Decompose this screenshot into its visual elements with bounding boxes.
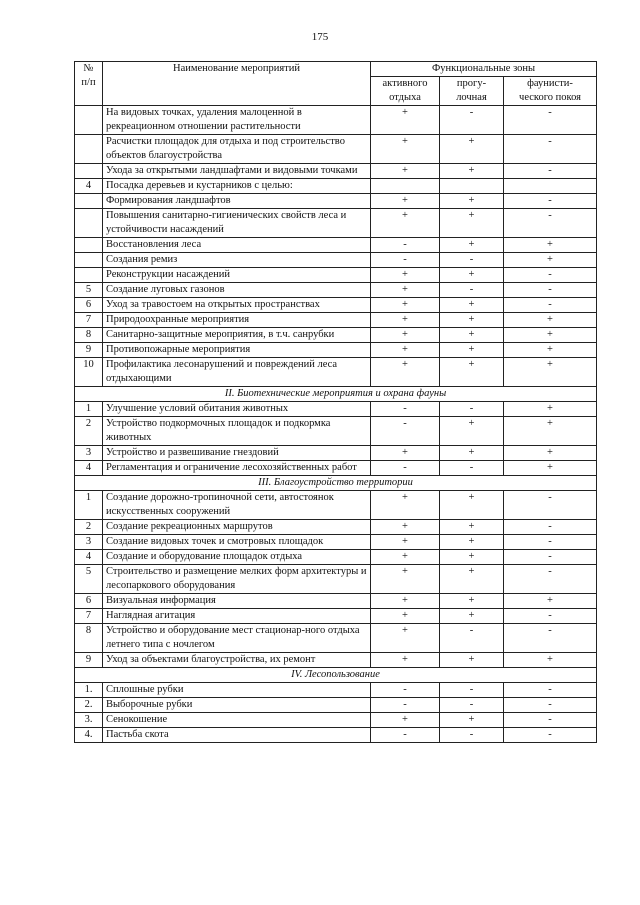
measure-name: Санитарно-защитные мероприятия, в т.ч. санрубки [103, 328, 371, 343]
table-row [75, 728, 597, 743]
table-row [75, 594, 597, 609]
measure-name: Создание видовых точек и смотровых площадок [103, 535, 371, 550]
table-row [75, 328, 597, 343]
table-row [75, 609, 597, 624]
zone-active-mark: + [371, 713, 440, 728]
zone-active-mark: + [371, 358, 440, 387]
zone-fauna-mark: + [504, 343, 597, 358]
measure-name: Реконструкции насаждений [103, 268, 371, 283]
table-row [75, 550, 597, 565]
zone-walk-mark: - [440, 698, 504, 713]
zone-active-mark: + [371, 283, 440, 298]
zone-walk-mark: + [440, 491, 504, 520]
zone-fauna-mark: - [504, 550, 597, 565]
zone-walk-mark: + [440, 535, 504, 550]
zone-active-mark: + [371, 520, 440, 535]
table-body [75, 106, 597, 743]
table-row [75, 179, 597, 194]
row-number: 4. [75, 728, 103, 743]
zone-active-mark: + [371, 535, 440, 550]
row-number: 9 [75, 653, 103, 668]
zone-walk-mark: + [440, 550, 504, 565]
zone-walk-mark: + [440, 446, 504, 461]
table-row [75, 491, 597, 520]
zone-active-mark: + [371, 491, 440, 520]
row-number: 5 [75, 283, 103, 298]
row-number [75, 209, 103, 238]
measure-name: Восстановления леса [103, 238, 371, 253]
row-number: 1. [75, 683, 103, 698]
zone-active-mark: + [371, 194, 440, 209]
table-row [75, 535, 597, 550]
zone-walk-mark: + [440, 358, 504, 387]
zone-active-mark: + [371, 106, 440, 135]
section-header-row [75, 476, 597, 491]
page-number: 175 [311, 31, 329, 43]
zone-active-mark: - [371, 253, 440, 268]
zone-active-mark: + [371, 343, 440, 358]
zone-active-mark: - [371, 698, 440, 713]
zone-fauna-mark: - [504, 609, 597, 624]
zone-fauna-mark: + [504, 238, 597, 253]
measure-name: Визуальная информация [103, 594, 371, 609]
measure-name: Создание луговых газонов [103, 283, 371, 298]
zone-active-mark: + [371, 624, 440, 653]
table-row [75, 135, 597, 164]
zone-fauna-mark: + [504, 402, 597, 417]
table-row [75, 358, 597, 387]
zone-active-mark: + [371, 135, 440, 164]
zone-fauna-mark: + [504, 313, 597, 328]
row-number [75, 253, 103, 268]
row-number: 1 [75, 402, 103, 417]
row-number [75, 164, 103, 179]
zone-fauna-mark: - [504, 728, 597, 743]
measure-name: Расчистки площадок для отдыха и под строительство объектов благоустройства [103, 135, 371, 164]
row-number: 3 [75, 446, 103, 461]
table-row [75, 417, 597, 446]
zone-fauna-mark: - [504, 298, 597, 313]
table-row [75, 520, 597, 535]
measure-name: Устройство и оборудование мест стационар-ного отдыха летнего типа с ночлегом [103, 624, 371, 653]
row-number: 4 [75, 461, 103, 476]
zone-fauna-mark: + [504, 328, 597, 343]
zone-walk-mark: + [440, 609, 504, 624]
header-zone-walk: прогу- лочная [440, 77, 504, 106]
table-row [75, 238, 597, 253]
table-row [75, 253, 597, 268]
section-title: II. Биотехнические мероприятия и охрана фауны [75, 387, 597, 402]
zone-walk-mark: + [440, 268, 504, 283]
table-row [75, 343, 597, 358]
zone-fauna-mark: + [504, 446, 597, 461]
measure-name: Сенокошение [103, 713, 371, 728]
measure-name: Уход за объектами благоустройства, их ремонт [103, 653, 371, 668]
measure-name: Создания ремиз [103, 253, 371, 268]
measures-table [74, 61, 597, 743]
zone-walk-mark: - [440, 683, 504, 698]
measure-name: На видовых точках, удаления малоценной в рекреационном отношении растительности [103, 106, 371, 135]
table-row [75, 683, 597, 698]
zone-fauna-mark: - [504, 283, 597, 298]
zone-walk-mark: + [440, 417, 504, 446]
measure-name: Формирования ландшафтов [103, 194, 371, 209]
zone-active-mark: + [371, 298, 440, 313]
zone-walk-mark: - [440, 283, 504, 298]
header-zone-fauna: фаунисти- ческого покоя [504, 77, 597, 106]
header-name: Наименование мероприятий [103, 62, 371, 106]
row-number: 8 [75, 328, 103, 343]
measure-name: Создание дорожно-тропиночной сети, автостоянок искусственных сооружений [103, 491, 371, 520]
zone-walk-mark: - [440, 728, 504, 743]
zone-active-mark: + [371, 565, 440, 594]
zone-active-mark: + [371, 164, 440, 179]
table-row [75, 565, 597, 594]
measure-name: Сплошные рубки [103, 683, 371, 698]
table-row [75, 298, 597, 313]
row-number: 10 [75, 358, 103, 387]
measure-name: Устройство и развешивание гнездовий [103, 446, 371, 461]
measure-name: Повышения санитарно-гигиенических свойств леса и устойчивости насаждений [103, 209, 371, 238]
table-row [75, 624, 597, 653]
zone-walk-mark: - [440, 106, 504, 135]
row-number [75, 238, 103, 253]
measure-name: Ухода за открытыми ландшафтами и видовыми точками [103, 164, 371, 179]
table-row [75, 713, 597, 728]
zone-walk-mark: + [440, 713, 504, 728]
table-row [75, 268, 597, 283]
zone-fauna-mark: + [504, 417, 597, 446]
measure-name: Устройство подкормочных площадок и подкормка животных [103, 417, 371, 446]
row-number: 2. [75, 698, 103, 713]
zone-fauna-mark: + [504, 461, 597, 476]
measure-name: Создание и оборудование площадок отдыха [103, 550, 371, 565]
row-number: 5 [75, 565, 103, 594]
zone-fauna-mark: - [504, 624, 597, 653]
zone-fauna-mark: - [504, 535, 597, 550]
zone-active-mark: - [371, 728, 440, 743]
section-header-row [75, 387, 597, 402]
zone-fauna-mark: + [504, 653, 597, 668]
zone-fauna-mark: + [504, 253, 597, 268]
row-number [75, 135, 103, 164]
zone-fauna-mark: + [504, 594, 597, 609]
zone-active-mark: + [371, 550, 440, 565]
row-number: 6 [75, 298, 103, 313]
zone-walk-mark: - [440, 253, 504, 268]
zone-active-mark: - [371, 683, 440, 698]
row-number: 2 [75, 417, 103, 446]
zone-fauna-mark: - [504, 106, 597, 135]
row-number [75, 106, 103, 135]
measure-name: Выборочные рубки [103, 698, 371, 713]
zone-walk-mark: - [440, 461, 504, 476]
zone-walk-mark: + [440, 520, 504, 535]
zone-fauna-mark: - [504, 713, 597, 728]
zone-fauna-mark: + [504, 358, 597, 387]
measure-name: Создание рекреационных маршрутов [103, 520, 371, 535]
zone-fauna-mark: - [504, 164, 597, 179]
measure-name: Посадка деревьев и кустарников с целью: [103, 179, 371, 194]
table-row [75, 313, 597, 328]
table-row [75, 283, 597, 298]
zone-fauna-mark: - [504, 520, 597, 535]
zone-walk-mark: - [440, 402, 504, 417]
zone-active-mark: - [371, 461, 440, 476]
zone-active-mark: - [371, 417, 440, 446]
table-row [75, 106, 597, 135]
zone-active-mark: + [371, 209, 440, 238]
header-num: № п/п [75, 62, 103, 106]
zone-fauna-mark: - [504, 565, 597, 594]
table-header-row-1 [75, 62, 597, 77]
zone-active-mark: + [371, 446, 440, 461]
zone-walk-mark: + [440, 164, 504, 179]
measure-name: Улучшение условий обитания животных [103, 402, 371, 417]
measure-name: Природоохранные мероприятия [103, 313, 371, 328]
row-number: 7 [75, 609, 103, 624]
zone-walk-mark: + [440, 298, 504, 313]
zone-fauna-mark: - [504, 491, 597, 520]
zone-active-mark [371, 179, 440, 194]
zone-active-mark: + [371, 609, 440, 624]
measure-name: Наглядная агитация [103, 609, 371, 624]
row-number: 4 [75, 179, 103, 194]
table-row [75, 402, 597, 417]
zone-walk-mark [440, 179, 504, 194]
zone-walk-mark: + [440, 565, 504, 594]
zone-active-mark: - [371, 402, 440, 417]
zone-active-mark: + [371, 268, 440, 283]
row-number: 1 [75, 491, 103, 520]
row-number [75, 268, 103, 283]
zone-walk-mark: + [440, 313, 504, 328]
zone-active-mark: - [371, 238, 440, 253]
zone-fauna-mark: - [504, 135, 597, 164]
table-row [75, 653, 597, 668]
section-header-row [75, 668, 597, 683]
table-row [75, 164, 597, 179]
zone-walk-mark: - [440, 624, 504, 653]
row-number: 8 [75, 624, 103, 653]
header-zone-active: активного отдыха [371, 77, 440, 106]
zone-walk-mark: + [440, 653, 504, 668]
table-row [75, 698, 597, 713]
measure-name: Строительство и размещение мелких форм архитектуры и лесопаркового оборудования [103, 565, 371, 594]
row-number: 3 [75, 535, 103, 550]
zone-fauna-mark: - [504, 209, 597, 238]
zone-active-mark: + [371, 328, 440, 343]
zone-walk-mark: + [440, 194, 504, 209]
zone-walk-mark: + [440, 135, 504, 164]
zone-fauna-mark: - [504, 683, 597, 698]
zone-walk-mark: + [440, 328, 504, 343]
row-number: 6 [75, 594, 103, 609]
row-number: 4 [75, 550, 103, 565]
zone-fauna-mark [504, 179, 597, 194]
measure-name: Противопожарные мероприятия [103, 343, 371, 358]
zone-walk-mark: + [440, 343, 504, 358]
zone-walk-mark: + [440, 209, 504, 238]
row-number: 9 [75, 343, 103, 358]
measure-name: Уход за травостоем на открытых пространствах [103, 298, 371, 313]
table-row [75, 194, 597, 209]
table-row [75, 461, 597, 476]
measure-name: Регламентация и ограничение лесохозяйственных работ [103, 461, 371, 476]
row-number [75, 194, 103, 209]
zone-walk-mark: + [440, 238, 504, 253]
section-title: III. Благоустройство территории [75, 476, 597, 491]
zone-fauna-mark: - [504, 698, 597, 713]
zone-active-mark: + [371, 594, 440, 609]
zone-fauna-mark: - [504, 268, 597, 283]
section-title: IV. Лесопользование [75, 668, 597, 683]
measure-name: Профилактика лесонарушений и повреждений леса отдыхающими [103, 358, 371, 387]
zone-walk-mark: + [440, 594, 504, 609]
measure-name: Пастьба скота [103, 728, 371, 743]
row-number: 2 [75, 520, 103, 535]
zone-fauna-mark: - [504, 194, 597, 209]
header-zones: Функциональные зоны [371, 62, 597, 77]
table-row [75, 446, 597, 461]
zone-active-mark: + [371, 313, 440, 328]
row-number: 3. [75, 713, 103, 728]
zone-active-mark: + [371, 653, 440, 668]
table-row [75, 209, 597, 238]
row-number: 7 [75, 313, 103, 328]
